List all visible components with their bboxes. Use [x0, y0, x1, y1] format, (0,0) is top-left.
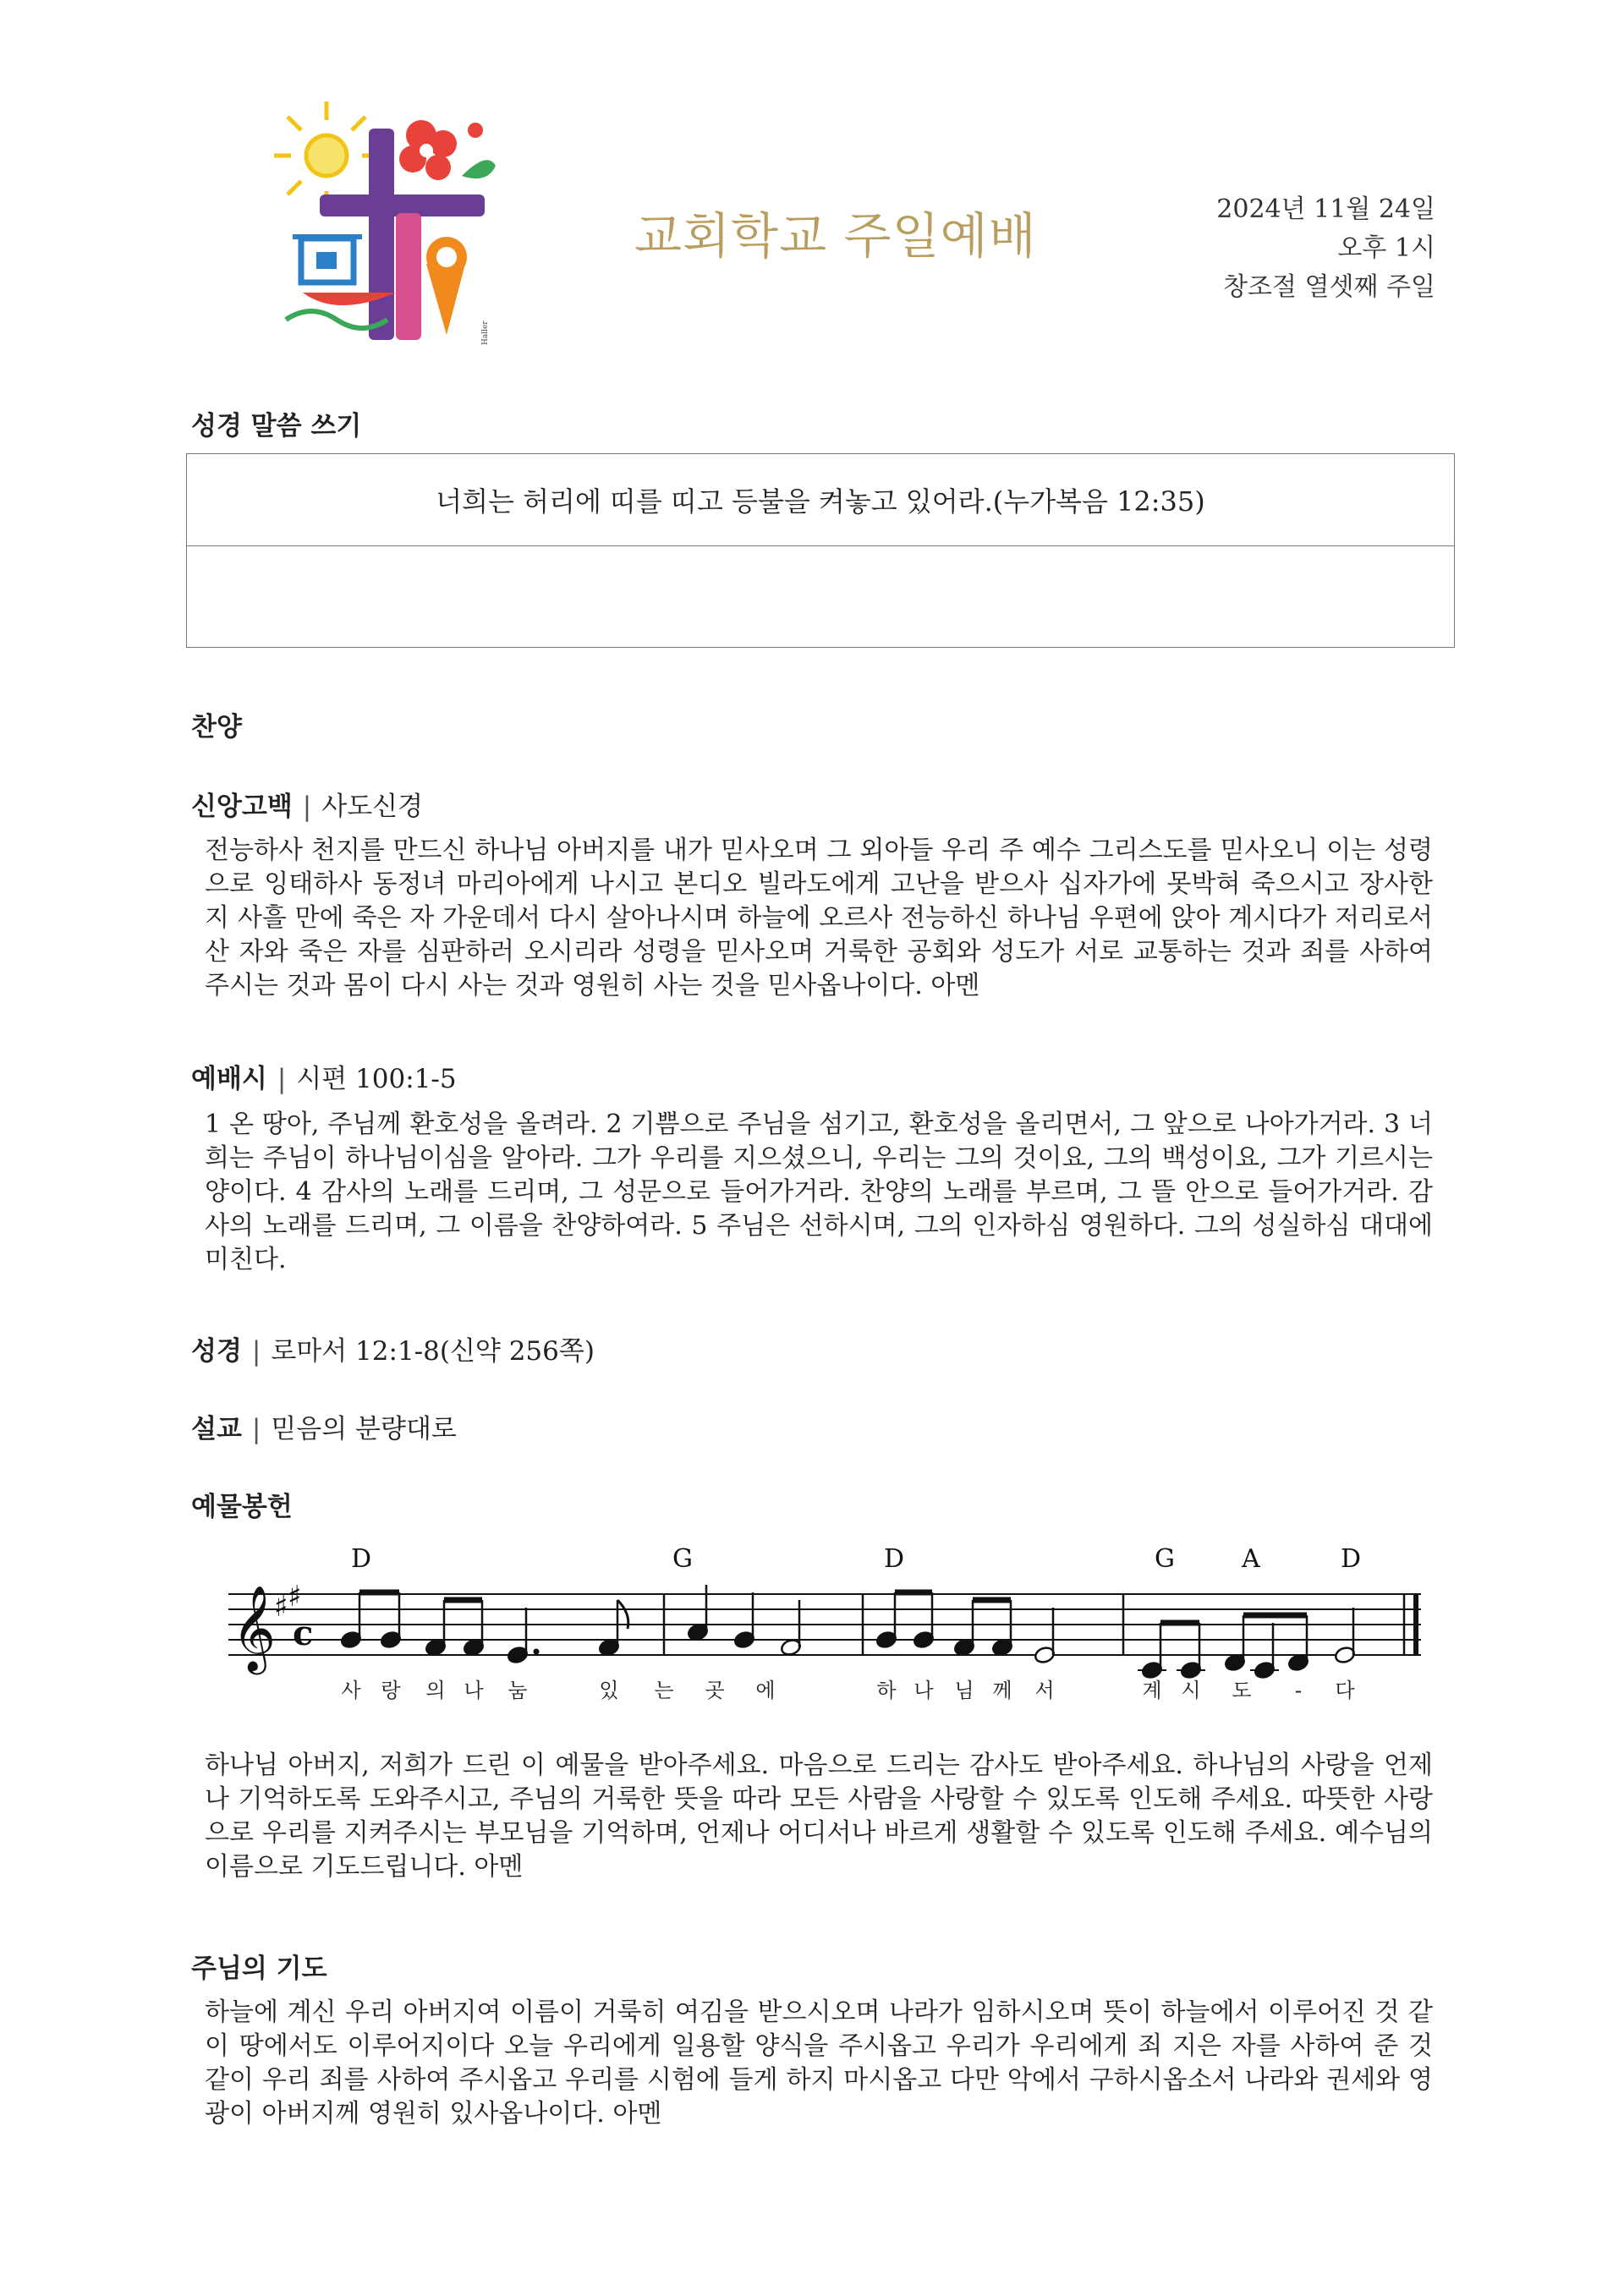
- creed-title: 신앙고백: [191, 792, 293, 822]
- note-icon: [1138, 1623, 1166, 1680]
- ice-cream-icon: [426, 237, 467, 335]
- lyric-syllable: 도: [1232, 1679, 1252, 1702]
- lyric-syllable: 사: [341, 1679, 361, 1702]
- note-icon: [507, 1608, 540, 1664]
- scripture-title: 성경: [191, 1336, 242, 1367]
- separator: |: [251, 1414, 261, 1444]
- common-time-icon: c: [293, 1614, 314, 1653]
- note-icon: [913, 1592, 935, 1649]
- offering-heading: 예물봉헌: [191, 1492, 293, 1522]
- service-date: 2024년 11월 24일: [1216, 195, 1435, 224]
- creed-subtitle: 사도신경: [321, 792, 424, 822]
- note-icon: [380, 1592, 402, 1649]
- creed-text: 전능하사 천지를 만드신 하나님 아버지를 내가 믿사오며 그 외아들 우리 주 예수 그리스도를 믿사오니 이는 성령으로 잉태하사 동정녀 마리아에게 나시고 본디오 빌라도에게 고난을 받으사 십자가에 못박혀 죽으시고 장사한 지 사흘 만에 죽은 자 가운데서 다시 살아나시며 하늘에 오르사 전능하신 하나님 우편에 앉아 계시다가 저리로서 산 자와 죽은 자를 심판하러 오시리라 성령을 믿사오며 거룩한 공회와 성도가 서로 교통하는 것과 죄를 사하여 주시는 것과 몸이 다시 사는 것과 영원히 사는 것을 믿사옵나이다. 아멘: [205, 836, 1434, 1000]
- lyric-syllable: 랑: [381, 1679, 401, 1702]
- chord-symbol: D: [351, 1544, 372, 1574]
- sermon-subtitle: 믿음의 분량대로: [271, 1414, 457, 1444]
- scripture-subtitle: 로마서 12:1-8(신약 256쪽): [271, 1336, 595, 1367]
- scripture-writing-heading: 성경 말씀 쓰기: [191, 411, 362, 441]
- note-icon: [1034, 1608, 1056, 1664]
- liturgical-season: 창조절 열셋째 주일: [1223, 272, 1435, 302]
- chord-symbols: [351, 1544, 1361, 1574]
- hymn-heading: 찬양: [191, 712, 242, 743]
- logo-signature: Haller: [481, 321, 490, 345]
- notes: [340, 1585, 1356, 1680]
- church-school-logo: [269, 95, 523, 348]
- lyric-syllable: 는: [654, 1679, 674, 1702]
- lyric-syllable: 다: [1335, 1679, 1355, 1702]
- call-to-worship-title: 예배시: [191, 1064, 267, 1094]
- sun-icon: [274, 101, 377, 206]
- chord-symbol: D: [1341, 1544, 1362, 1574]
- staff-lines: [228, 1594, 1421, 1655]
- lyric-syllable: 눔: [508, 1679, 528, 1702]
- chord-symbol: D: [884, 1544, 905, 1574]
- lyric-syllable: 에: [755, 1679, 776, 1702]
- sharp-icon: ♯: [274, 1590, 288, 1624]
- separator: |: [302, 792, 312, 822]
- sharp-icon: ♯: [288, 1580, 302, 1614]
- lyric-syllable: 시: [1181, 1679, 1201, 1702]
- lyric-syllable: 의: [425, 1679, 446, 1702]
- call-to-worship-subtitle: 시편 100:1-5: [296, 1064, 457, 1094]
- writing-space: [187, 546, 1454, 648]
- lyric-syllable: 서: [1034, 1679, 1055, 1702]
- sermon-heading: [191, 1407, 457, 1445]
- chord-symbol: G: [672, 1544, 693, 1574]
- lyric-syllable: 있: [599, 1679, 619, 1702]
- separator: |: [277, 1064, 287, 1094]
- note-icon: [875, 1592, 897, 1649]
- lords-prayer-heading: 주님의 기도: [191, 1954, 327, 1984]
- service-time: 오후 1시: [1337, 233, 1435, 263]
- lyric-syllable: 하: [876, 1679, 897, 1702]
- lyrics: [341, 1679, 1355, 1702]
- lyric-syllable: 님: [954, 1679, 974, 1702]
- note-icon: [1250, 1623, 1279, 1680]
- lyric-syllable: 곳: [705, 1679, 725, 1702]
- lyric-syllable: 계: [1142, 1679, 1162, 1702]
- note-icon: [1334, 1608, 1356, 1664]
- separator: |: [251, 1336, 261, 1367]
- offering-song-score: [211, 1535, 1446, 1729]
- treble-clef-icon: 𝄞: [232, 1584, 277, 1671]
- lyric-syllable: -: [1294, 1679, 1303, 1702]
- lyric-syllable: 께: [992, 1679, 1012, 1702]
- chord-symbol: G: [1155, 1544, 1175, 1574]
- call-to-worship-heading: [191, 1057, 457, 1095]
- memory-verse: 너희는 허리에 띠를 띠고 등불을 켜놓고 있어라.(누가복음 12:35): [187, 454, 1454, 546]
- lyric-syllable: 나: [464, 1679, 484, 1702]
- sermon-title: 설교: [191, 1414, 242, 1444]
- note-icon: [1177, 1623, 1205, 1680]
- offering-prayer: 하나님 아버지, 저희가 드린 이 예물을 받아주세요. 마음으로 드리는 감사도 받아주세요. 하나님의 사랑을 언제나 기억하도록 도와주시고, 주님의 거룩한 뜻을 따라 모든 사람을 사랑할 수 있도록 인도해 주세요. 따뜻한 사랑으로 우리를 지켜주시는 부모님을 기억하며, 언제나 어디서나 바르게 생활할 수 있도록 인도해 주세요. 예수님의 이름으로 기도드립니다. 아멘: [205, 1751, 1433, 1882]
- lords-prayer-text: 하늘에 계신 우리 아버지여 이름이 거룩히 여김을 받으시오며 나라가 임하시오며 뜻이 하늘에서 이루어진 것 같이 땅에서도 이루어지이다 오늘 우리에게 일용할 양식을 주시옵고 우리가 우리에게 죄 지은 자를 사하여 준 것 같이 우리 죄를 사하여 주시옵고 우리를 시험에 들게 하지 마시옵고 다만 악에서 구하시옵소서 나라와 권세와 영광이 아버지께 영원히 있사옵나이다. 아멘: [205, 1997, 1433, 2129]
- chord-symbol: A: [1242, 1544, 1260, 1574]
- flower-icon: [399, 120, 496, 180]
- house-icon: [293, 237, 362, 282]
- scripture-heading: [191, 1329, 595, 1367]
- note-icon: [340, 1592, 362, 1649]
- lyric-syllable: 나: [914, 1679, 934, 1702]
- creed-heading: [191, 785, 423, 823]
- note-icon: [733, 1592, 755, 1649]
- call-to-worship-text: 1 온 땅아, 주님께 환호성을 올려라. 2 기쁨으로 주님을 섬기고, 환호성을 올리면서, 그 앞으로 나아가거라. 3 너희는 주님이 하나님이심을 알아라. 그가 우리를 지으셨으니, 우리는 그의 것이요, 그의 백성이요, 그가 기르시는 양이다. 4 감사의 노래를 드리며, 그 성문으로 들어가거라. 찬양의 노래를 부르며, 그 뜰 안으로 들어가거라. 감사의 노래를 드리며, 그 이름을 찬양하여라. 5 주님은 선하시며, 그의 인자하심 영원하다. 그의 성실하심 대대에 미친다.: [205, 1110, 1433, 1274]
- scripture-writing-box: [186, 453, 1455, 648]
- page-title: 교회학교 주일예배: [634, 207, 1037, 265]
